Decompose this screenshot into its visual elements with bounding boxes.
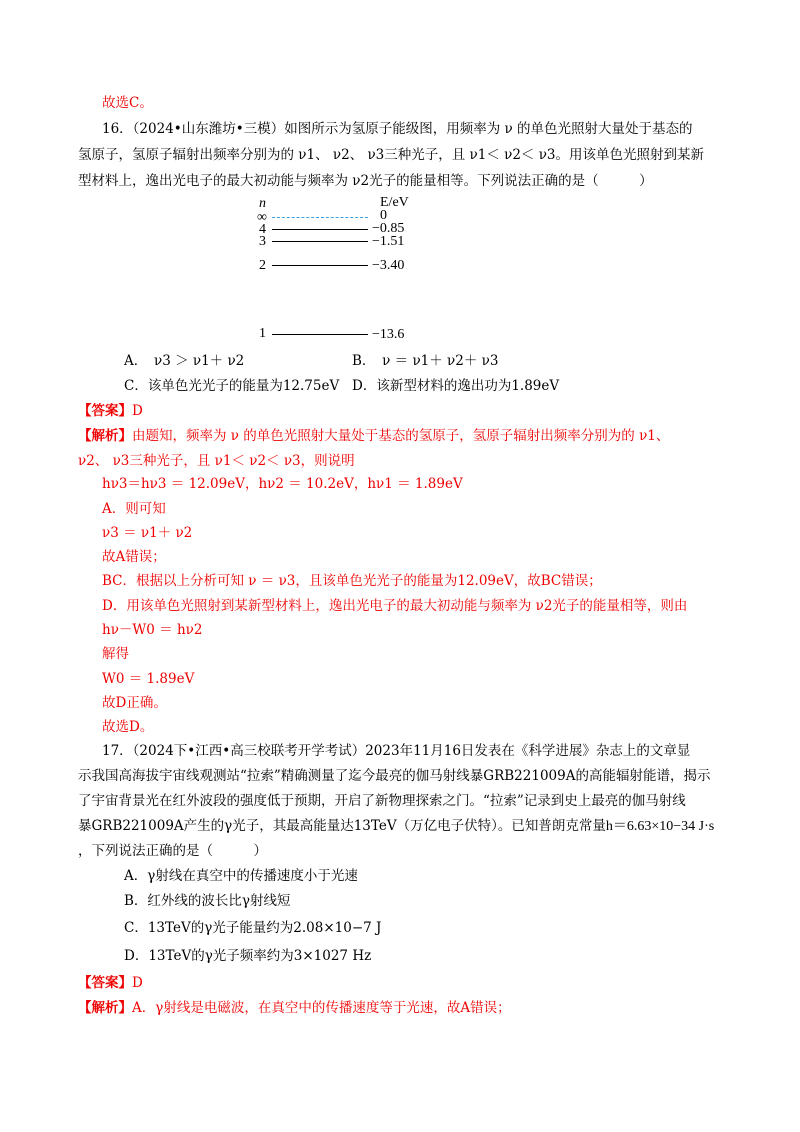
level-n-2: 2 <box>259 258 266 273</box>
level-e-1: −13.6 <box>372 327 405 342</box>
q17-analysis-line1: 【解析】A．γ射线是电磁波，在真空中的传播速度等于光速，故A错误； <box>78 1000 511 1016</box>
q16-answer-value: D <box>132 403 143 419</box>
q17-stem-line5: ，下列说法正确的是（ ） <box>78 843 267 859</box>
q16-analysis-line12: 故D正确。 <box>102 695 167 711</box>
q16-option-b: B． ν ＝ ν1＋ ν2＋ ν3 <box>352 353 499 369</box>
q16-analysis-line9: hν－W0 ＝ hν2 <box>102 622 203 638</box>
q16-stem-line1: 16．（2024•山东潍坊•三模）如图所示为氢原子能级图，用频率为 ν 的单色光照射大量处于基态的 <box>102 121 693 137</box>
q17-stem-line3: 了宇宙背景光在红外波段的强度低于预期，开启了新物理探索之门。“拉索”记录到史上最亮的伽马射线 <box>78 793 686 809</box>
q16-analysis-line1: 【解析】由题知，频率为 ν 的单色光照射大量处于基态的氢原子，氢原子辐射出频率分别为的 ν1、 <box>78 428 670 444</box>
level-n-1: 1 <box>259 326 266 341</box>
level-line-1 <box>272 334 368 335</box>
level-line-2 <box>272 265 368 266</box>
q17-option-c: C．13TeV的γ光子能量约为2.08×10−7 J <box>124 920 382 936</box>
level-line-3 <box>272 241 368 242</box>
q17-option-a: A．γ射线在真空中的传播速度小于光速 <box>124 868 358 884</box>
q16-analysis-line4: A．则可知 <box>102 501 166 517</box>
q17-option-b: B．红外线的波长比γ射线短 <box>124 893 291 909</box>
analysis-label: 解析 <box>91 428 119 444</box>
level-line-inf <box>272 217 368 218</box>
q16-stem-line3: 型材料上，逸出光电子的最大初动能与频率为 ν2光子的能量相等。下列说法正确的是（ ） <box>78 173 653 189</box>
q16-answer: 【答案】D <box>78 403 143 419</box>
q16-analysis-line11: W0 ＝ 1.89eV <box>102 671 195 687</box>
q16-analysis-line5: ν3 ＝ ν1＋ ν2 <box>102 525 193 541</box>
q17-answer: 【答案】D <box>78 975 143 991</box>
q16-stem-line2: 氢原子，氢原子辐射出频率分别为的 ν1、 ν2、 ν3三种光子，且 ν1＜ ν2＜ ν3。用该单色光照射到某新 <box>78 147 705 163</box>
q16-analysis-line6: 故A错误； <box>102 549 166 565</box>
q16-analysis-line3: hν3＝hν3 ＝ 12.09eV，hν2 ＝ 10.2eV，hν1 ＝ 1.89eV <box>102 476 463 492</box>
q16-option-c: C．该单色光光子的能量为12.75eV <box>124 378 340 394</box>
q16-analysis-line10: 解得 <box>102 646 129 662</box>
level-line-4 <box>272 229 368 230</box>
level-n-4: 4 <box>259 222 266 237</box>
answer-label: 答案 <box>91 403 119 419</box>
q17-stem-line2: 示我国高海拔宇宙线观测站“拉索”精确测量了迄今最亮的伽马射线暴GRB221009A的高能辐射能谱，揭示 <box>78 768 711 784</box>
q17-stem-line1: 17．（2024下•江西•高三校联考开学考试）2023年11月16日发表在《科学进展》杂志上的文章显 <box>102 743 691 759</box>
q16-analysis-line13: 故选D。 <box>102 719 154 735</box>
level-n-inf: ∞ <box>257 210 267 225</box>
diagram-n-label: n <box>259 196 266 211</box>
planck-constant: h＝6.63×10−34 J·s <box>605 819 715 834</box>
q16-option-d: D．该新型材料的逸出功为1.89eV <box>352 378 560 394</box>
q17-stem-line4: 暴GRB221009A产生的γ光子，其最高能量达13TeV（万亿电子伏特）。已知普朗克常量h＝6.63×10−34 J·s <box>78 818 715 834</box>
prev-conclusion: 故选C。 <box>102 95 153 111</box>
q17-option-d: D．13TeV的γ光子频率约为3×1027 Hz <box>124 948 372 964</box>
q16-analysis-line2: ν2、 ν3三种光子，且 ν1＜ ν2＜ ν3，则说明 <box>78 453 355 469</box>
level-e-3: −1.51 <box>372 234 405 249</box>
level-e-2: −3.40 <box>372 258 405 273</box>
q16-analysis-line7: BC．根据以上分析可知 ν ＝ ν3，且该单色光光子的能量为12.09eV，故BC错误； <box>102 573 602 589</box>
q16-option-a: A． ν3 ＞ ν1＋ ν2 <box>124 353 245 369</box>
level-e-inf: 0 <box>380 208 387 223</box>
diagram-e-label: E/eV <box>380 195 409 210</box>
q16-analysis-line8: D．用该单色光照射到某新型材料上，逸出光电子的最大初动能与频率为 ν2光子的能量相等，则由 <box>102 598 688 614</box>
level-e-4: −0.85 <box>372 221 405 236</box>
level-n-3: 3 <box>259 234 266 249</box>
q17-answer-value: D <box>132 975 143 991</box>
